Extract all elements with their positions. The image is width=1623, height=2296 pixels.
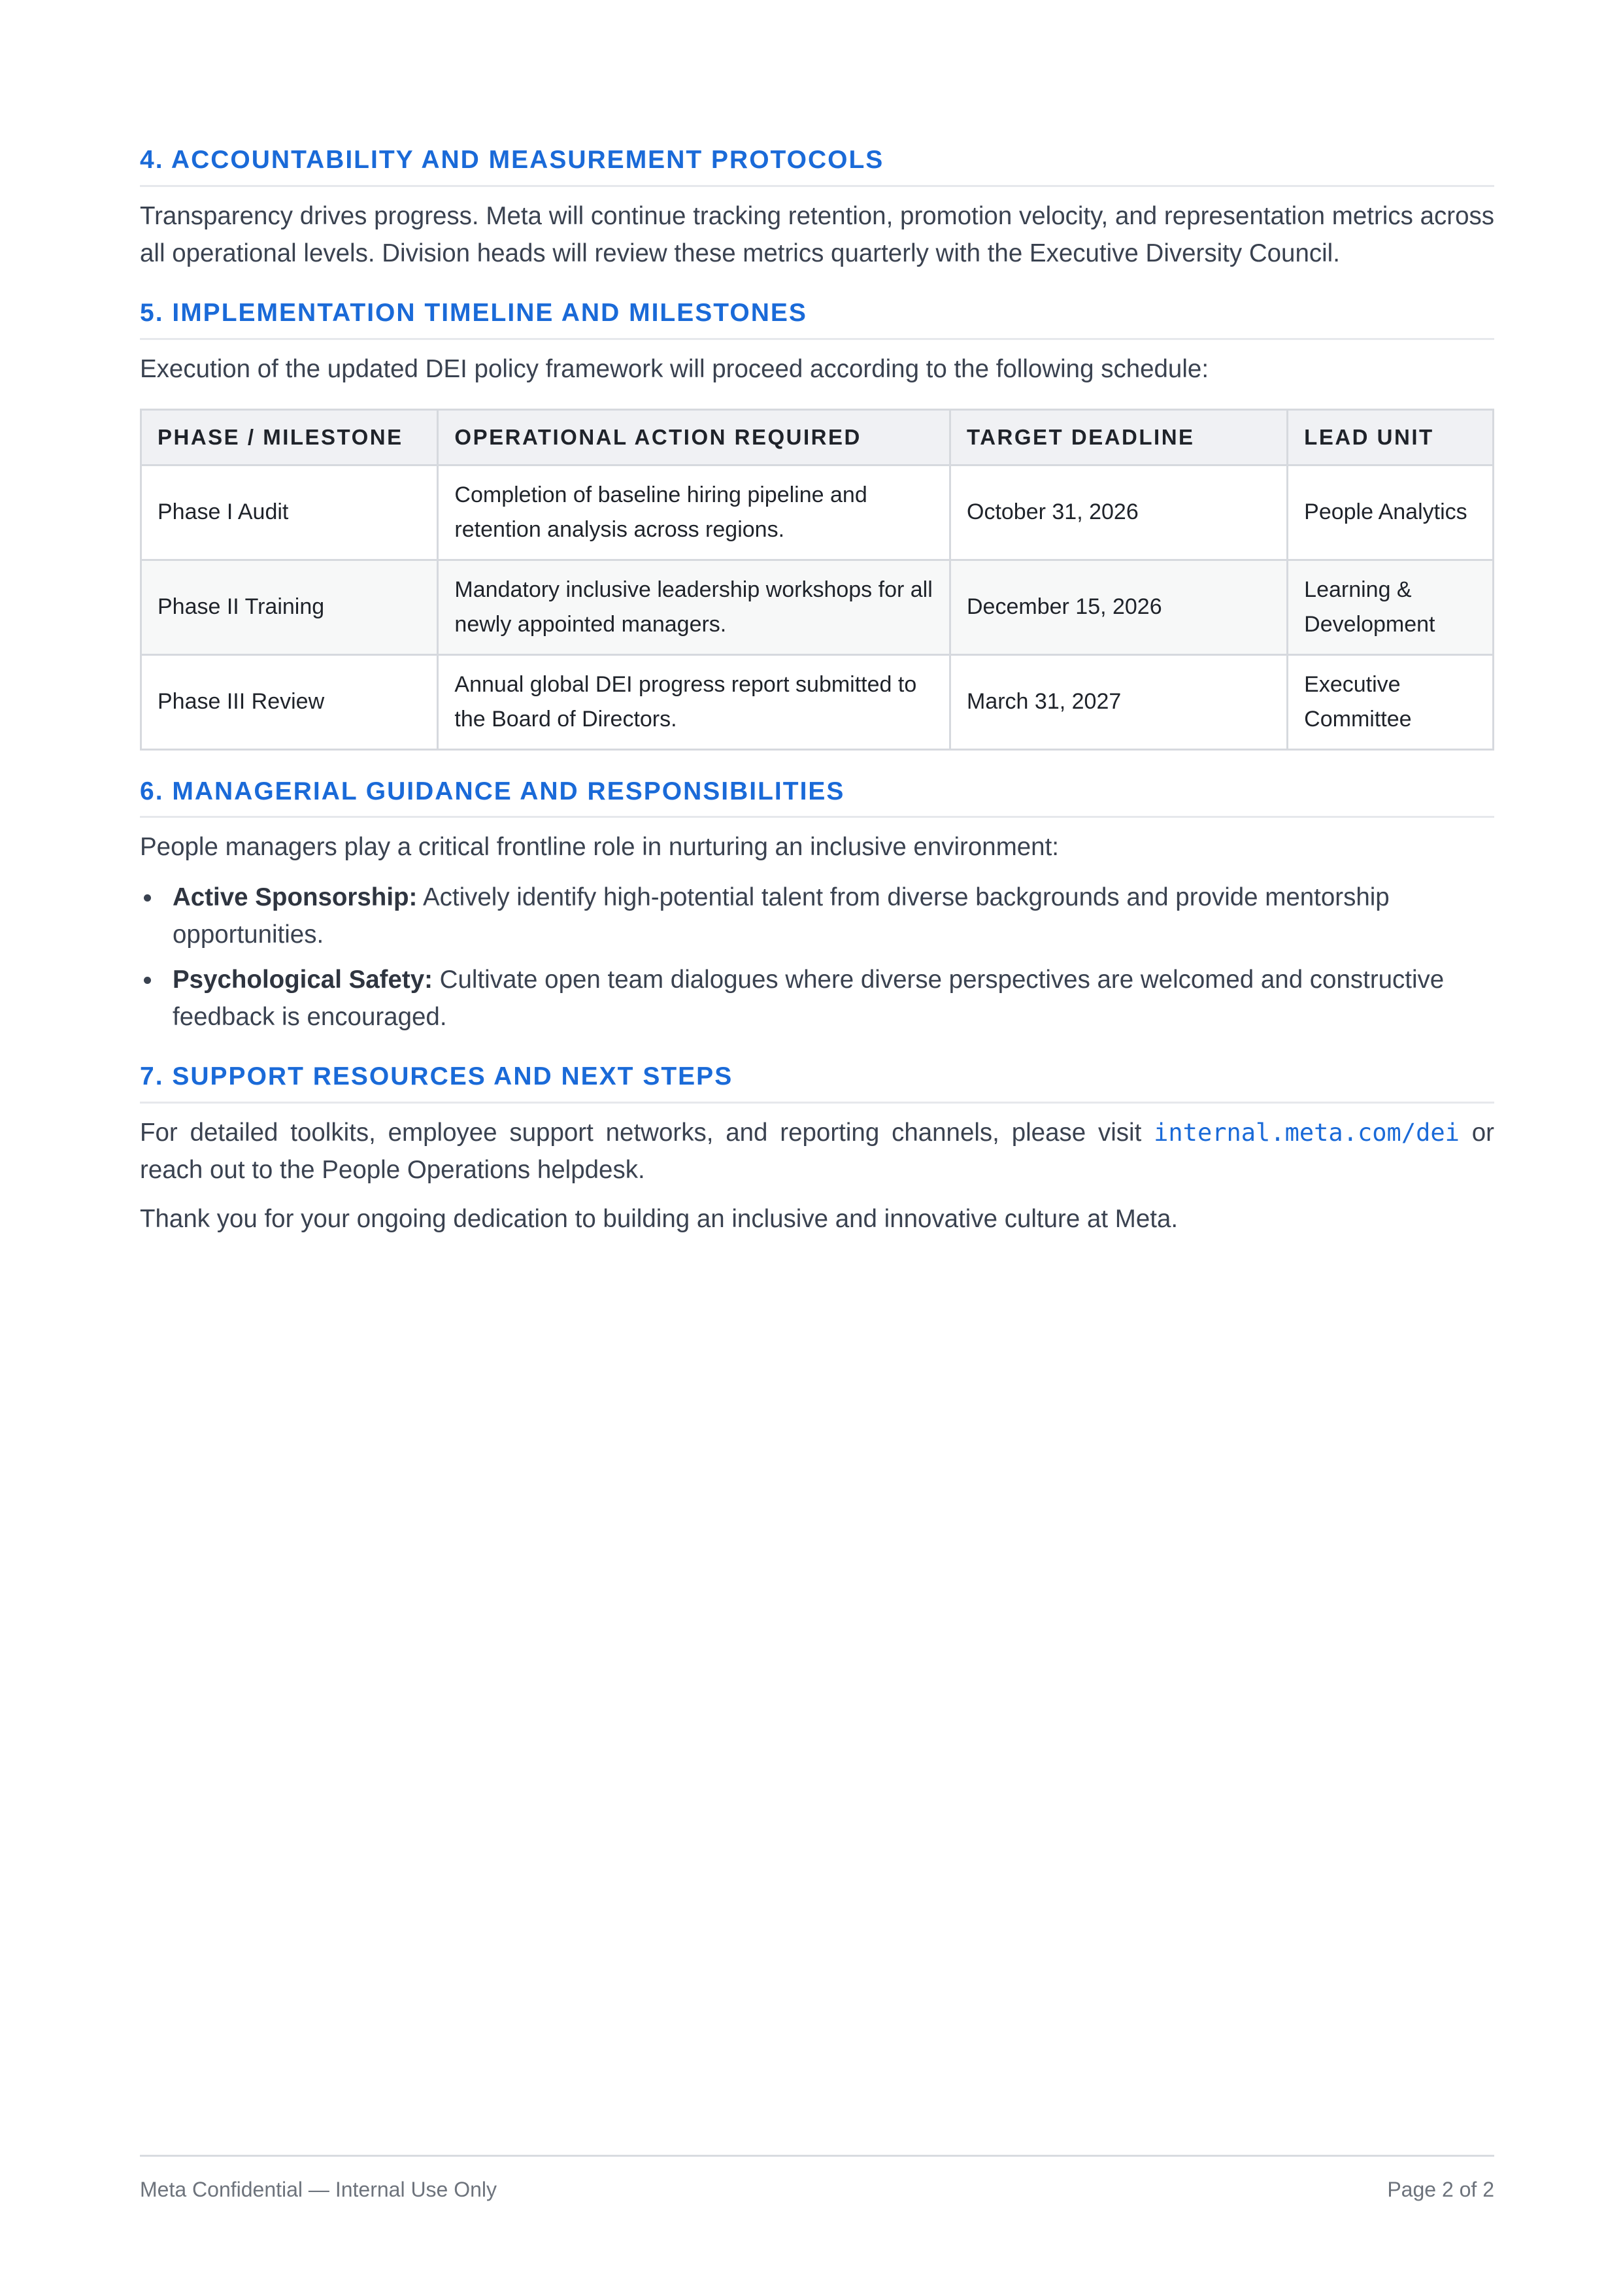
closing-text: Thank you for your ongoing dedication to building an inclusive and innovative culture at Meta. [140, 1205, 1179, 1234]
section-intro: People managers play a critical frontline role in nurturing an inclusive environment: [140, 833, 1059, 862]
footer-confidential: Meta Confidential — Internal Use Only [140, 2178, 497, 2201]
list-item-term: Active Sponsorship: [173, 883, 418, 912]
section-guidance [140, 777, 1494, 1036]
section-accountability [140, 145, 1494, 272]
table-row [141, 654, 1494, 749]
table-cell: Executive Committee [1288, 654, 1494, 749]
section-timeline [140, 298, 1494, 751]
table-cell: Mandatory inclusive leadership workshops for all newly appointed managers. [438, 560, 950, 654]
table-cell: October 31, 2026 [950, 465, 1288, 560]
list-item-text: Actively identify high-potential talent from diverse backgrounds and provide mentorship opportunities. [173, 883, 1390, 949]
list-item-term: Psychological Safety: [173, 966, 433, 994]
resources-link[interactable]: internal.meta.com/dei [1154, 1119, 1460, 1147]
table-cell: March 31, 2027 [950, 654, 1288, 749]
section-heading: 4. ACCOUNTABILITY AND MEASUREMENT PROTOCOLS [140, 145, 1494, 187]
timeline-table [140, 409, 1494, 751]
section-support [140, 1062, 1494, 1238]
table-cell: Learning & Development [1288, 560, 1494, 654]
section-heading: 5. IMPLEMENTATION TIMELINE AND MILESTONES [140, 298, 1494, 340]
section-heading: 7. SUPPORT RESOURCES AND NEXT STEPS [140, 1062, 1494, 1104]
column-header: PHASE / MILESTONE [141, 409, 438, 465]
table-cell: Phase III Review [141, 654, 438, 749]
footer-page-number: Page 2 of 2 [1387, 2178, 1494, 2201]
bullet-icon [144, 977, 151, 984]
table-cell: Completion of baseline hiring pipeline and retention analysis across regions. [438, 465, 950, 560]
table-cell: Phase I Audit [141, 465, 438, 560]
table-cell: People Analytics [1288, 465, 1494, 560]
section-intro: Execution of the updated DEI policy framework will proceed according to the following schedule: [140, 354, 1209, 383]
table-cell: December 15, 2026 [950, 560, 1288, 654]
table-cell: Phase II Training [141, 560, 438, 654]
document-page [140, 145, 1494, 1264]
section-body [140, 1114, 1494, 1189]
list-item [173, 961, 1494, 1036]
section-body: Transparency drives progress. Meta will continue tracking retention, promotion velocity, and representation metrics across all operational levels. Division heads will review these metrics quarterly with the Executive Diversity Council. [140, 201, 1494, 267]
list-item-text: Cultivate open team dialogues where diverse perspectives are welcomed and constructive feedback is encouraged. [173, 966, 1445, 1032]
column-header: OPERATIONAL ACTION REQUIRED [438, 409, 950, 465]
column-header: TARGET DEADLINE [950, 409, 1288, 465]
table-header-row [141, 409, 1494, 465]
bullet-icon [144, 894, 151, 902]
column-header: LEAD UNIT [1288, 409, 1494, 465]
support-text-before: For detailed toolkits, employee support networks, and reporting channels, please visit [140, 1119, 1154, 1147]
section-heading: 6. MANAGERIAL GUIDANCE AND RESPONSIBILITIES [140, 777, 1494, 819]
support-text-after: or reach out to the People Operations helpdesk. [140, 1119, 1494, 1185]
list-item [173, 879, 1494, 953]
table-row [141, 560, 1494, 654]
page-footer [140, 2155, 1494, 2202]
guidance-list [140, 879, 1494, 1036]
table-row [141, 465, 1494, 560]
table-cell: Annual global DEI progress report submitted to the Board of Directors. [438, 654, 950, 749]
